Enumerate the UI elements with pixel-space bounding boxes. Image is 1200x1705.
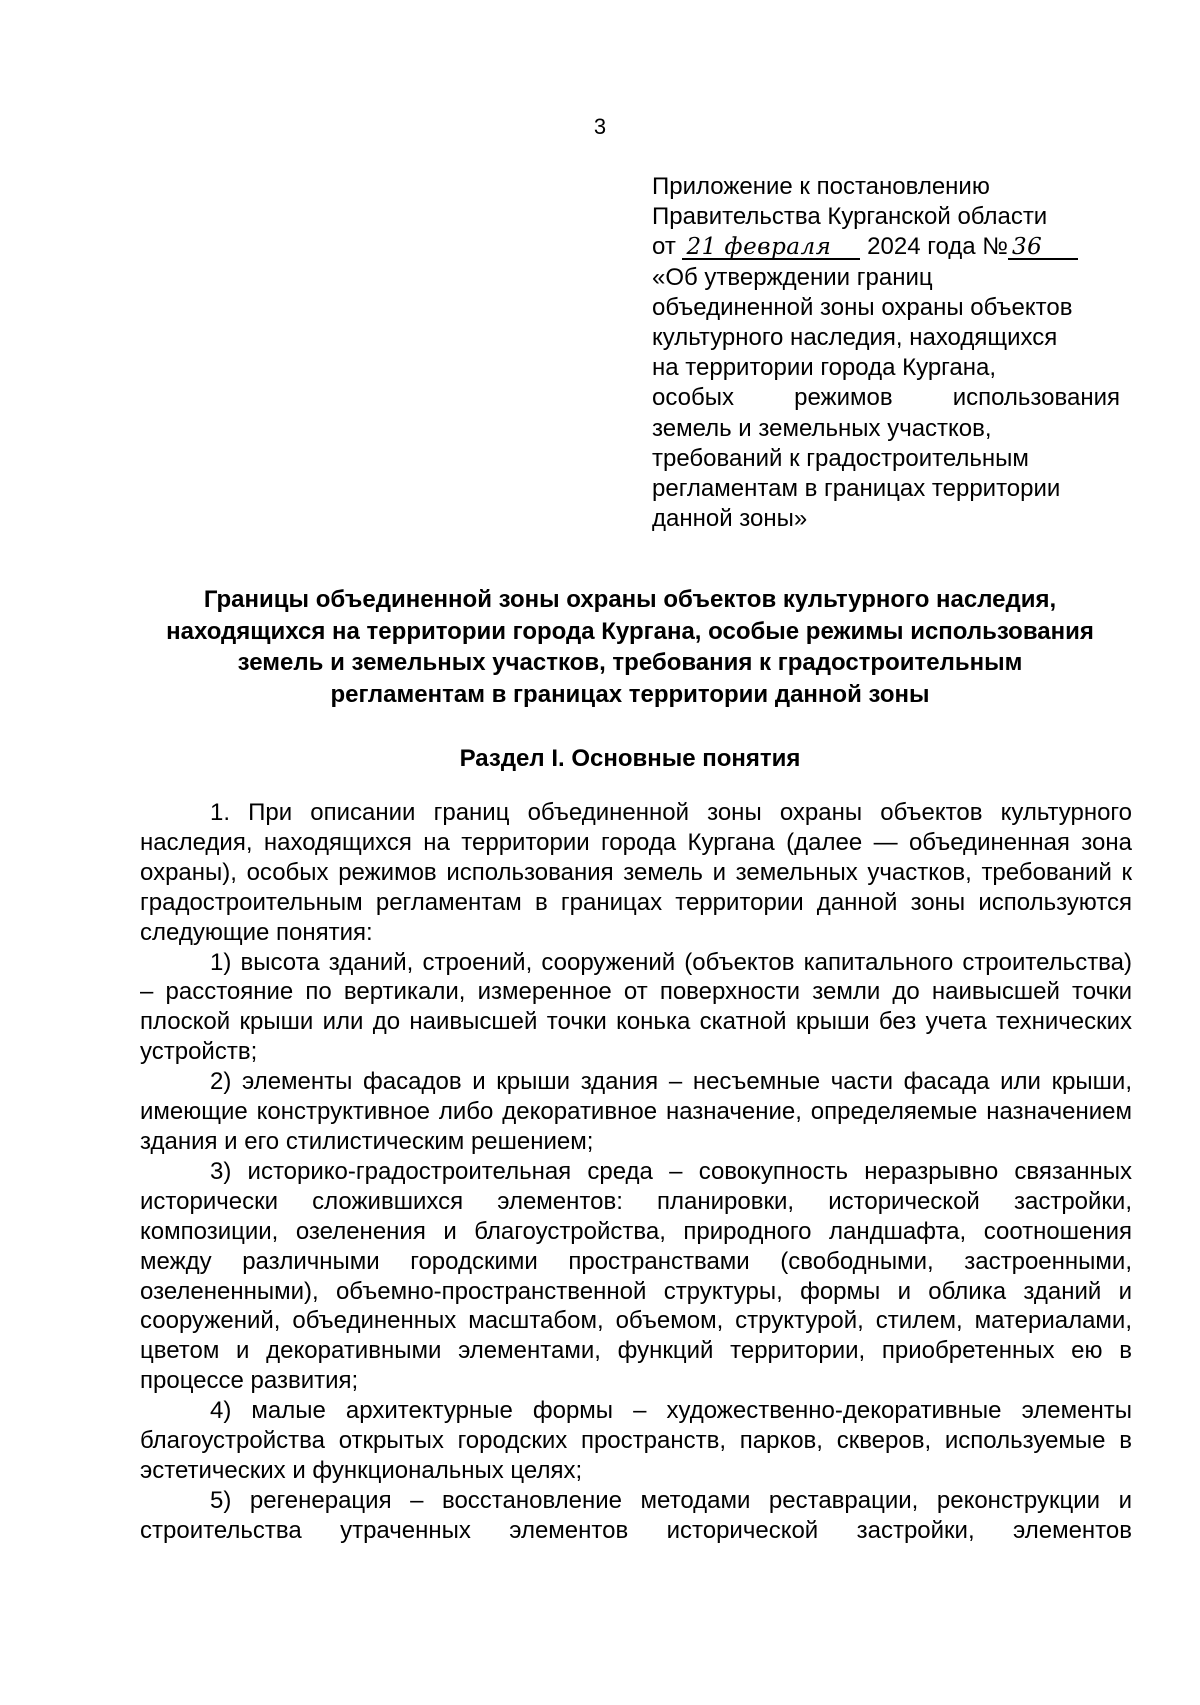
document-title [130, 584, 1130, 710]
section-title: Раздел I. Основные понятия [459, 745, 801, 772]
appendix-line: «Об утверждении границ [652, 263, 933, 291]
appendix-line: на территории города Кургана, [652, 354, 997, 382]
appendix-line: регламентам в границах территории [652, 475, 1061, 503]
appendix-date-line [652, 232, 1120, 262]
title-line: регламентам в границах территории данной зоны [330, 680, 930, 708]
paragraph: 3) историко-градостроительная среда – совокупность неразрывно связанных исторически сложившихся элементов: планировки, исторической застройки, композиции, озеленения и благоустройства, природного ландшафта, соотношения между различными городскими пространствами (свободными, застроенными, озелененными), объемно-пространственной структуры, формы и облика зданий и сооружений, объединенных масштабом, объемом, структурой, стилем, материалами, цветом и декоративными элементами, функций территории, приобретенных ею в процессе развития; [140, 1157, 1132, 1395]
appendix-line: культурного наследия, находящихся [652, 324, 1058, 352]
paragraph: 1) высота зданий, строений, сооружений (объектов капитального строительства) – расстояние по вертикали, измеренное от поверхности земли до наивысшей точки плоской крыши или до наивысшей точки конька скатной крыши без учета технических устройств; [140, 948, 1132, 1066]
appendix-line: Приложение к постановлению [652, 173, 990, 200]
paragraph: 5) регенерация – восстановление методами реставрации, реконструкции и строительства утраченных элементов исторической застройки, элементов [140, 1486, 1132, 1544]
year-text: 2024 года № [867, 233, 1009, 261]
paragraph: 2) элементы фасадов и крыши здания – несъемные части фасада или крыши, имеющие конструктивное либо декоративное назначение, определяемые назначением здания и его стилистическим решением; [140, 1068, 1132, 1155]
appendix-line: земель и земельных участков, [652, 414, 992, 442]
title-line: Границы объединенной зоны охраны объектов культурного наследия, [203, 586, 1057, 613]
appendix-line: данной зоны» [652, 505, 808, 533]
date-prefix: от [652, 233, 676, 261]
handwritten-date: 21 февраля [682, 236, 860, 260]
title-line: земель и земельных участков, требования к градостроительным [237, 649, 1023, 676]
appendix-block [652, 172, 1120, 534]
paragraph: 1. При описании границ объединенной зоны охраны объектов культурного наследия, находящихся на территории города Кургана (далее — объединенная зона охраны), особых режимов использования земель и земельных участков, требований к градостроительным регламентам в границах территории данной зоны используются следующие понятия: [140, 799, 1132, 946]
handwritten-number: 36 [1008, 236, 1078, 260]
appendix-line: особых режимов использования [652, 384, 1120, 412]
page-number: 3 [593, 114, 607, 139]
document-body [140, 798, 1132, 1546]
paragraph: 4) малые архитектурные формы – художественно-декоративные элементы благоустройства открытых городских пространств, парков, скверов, используемые в эстетических и функциональных целях; [140, 1397, 1132, 1484]
title-line: находящихся на территории города Кургана, особые режимы использования [166, 617, 1094, 645]
appendix-line: объединенной зоны охраны объектов [652, 293, 1073, 321]
appendix-line: Правительства Курганской области [652, 203, 1048, 231]
appendix-line: требований к градостроительным [652, 444, 1029, 472]
